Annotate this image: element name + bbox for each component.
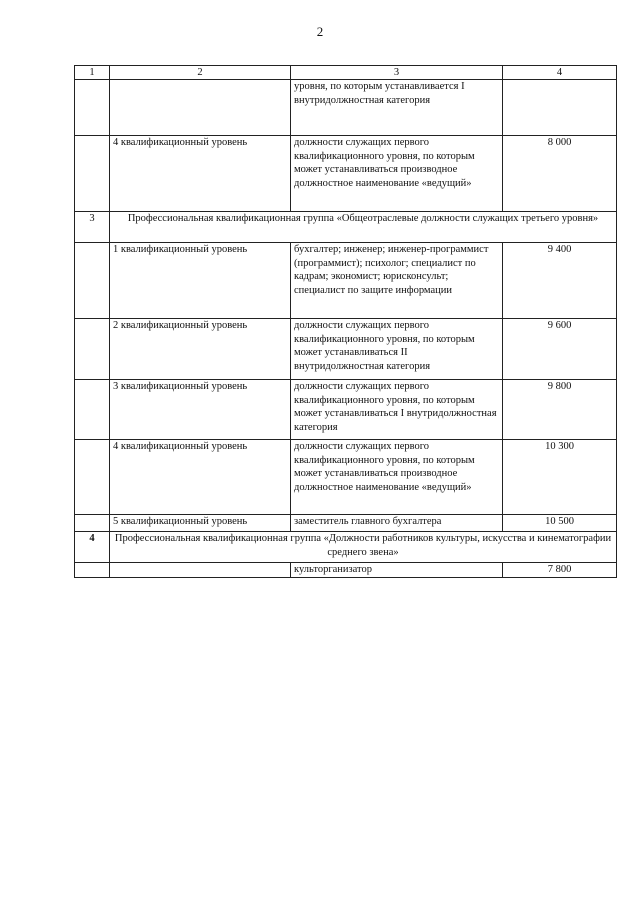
header-col-3: 3 (291, 66, 503, 80)
row-index (75, 136, 110, 212)
positions-cell: должности служащих первого квалификационного уровня, по которым может устанавливаться производное должностное наименование «ведущий» (291, 440, 503, 515)
table-row (75, 515, 617, 532)
group-header-row (75, 532, 617, 563)
row-index (75, 563, 110, 578)
salary-cell: 10 300 (503, 440, 617, 515)
salary-cell (503, 80, 617, 136)
level-cell: 2 квалификационный уровень (110, 319, 291, 380)
salary-cell: 9 800 (503, 380, 617, 440)
positions-cell: должности служащих первого квалификационного уровня, по которым может устанавливаться I внутридолжностная категория (291, 380, 503, 440)
salary-table (74, 65, 617, 578)
table-header-row (75, 66, 617, 80)
level-cell: 3 квалификационный уровень (110, 380, 291, 440)
row-index (75, 380, 110, 440)
level-cell: 5 квалификационный уровень (110, 515, 291, 532)
group-index: 3 (75, 212, 110, 243)
positions-cell: заместитель главного бухгалтера (291, 515, 503, 532)
header-col-1: 1 (75, 66, 110, 80)
table-row (75, 563, 617, 578)
level-cell (110, 80, 291, 136)
positions-cell: должности служащих первого квалификационного уровня, по которым может устанавливаться II внутридолжностная категория (291, 319, 503, 380)
row-index (75, 440, 110, 515)
positions-cell: должности служащих первого квалификационного уровня, по которым может устанавливаться производное должностное наименование «ведущий» (291, 136, 503, 212)
table-row (75, 440, 617, 515)
salary-cell: 7 800 (503, 563, 617, 578)
table-row (75, 243, 617, 319)
salary-cell: 9 600 (503, 319, 617, 380)
table-row (75, 380, 617, 440)
group-header-row (75, 212, 617, 243)
group-title: Профессиональная квалификационная группа «Общеотраслевые должности служащих третьего уровня» (110, 212, 617, 243)
header-col-2: 2 (110, 66, 291, 80)
level-cell: 4 квалификационный уровень (110, 136, 291, 212)
row-index (75, 515, 110, 532)
positions-cell: культорганизатор (291, 563, 503, 578)
row-index (75, 80, 110, 136)
table-row (75, 319, 617, 380)
level-cell: 1 квалификационный уровень (110, 243, 291, 319)
salary-cell: 10 500 (503, 515, 617, 532)
salary-cell: 9 400 (503, 243, 617, 319)
header-col-4: 4 (503, 66, 617, 80)
salary-cell: 8 000 (503, 136, 617, 212)
table-row (75, 136, 617, 212)
group-index: 4 (75, 532, 110, 563)
group-title: Профессиональная квалификационная группа «Должности работников культуры, искусства и кинематографии среднего звена» (110, 532, 617, 563)
page-number: 2 (316, 24, 324, 39)
row-index (75, 243, 110, 319)
table-row (75, 80, 617, 136)
level-cell (110, 563, 291, 578)
row-index (75, 319, 110, 380)
positions-cell: уровня, по которым устанавливается I внутридолжностная категория (291, 80, 503, 136)
positions-cell: бухгалтер; инженер; инженер-программист (программист); психолог; специалист по кадрам; экономист; юрисконсульт; специалист по защите информации (291, 243, 503, 319)
level-cell: 4 квалификационный уровень (110, 440, 291, 515)
